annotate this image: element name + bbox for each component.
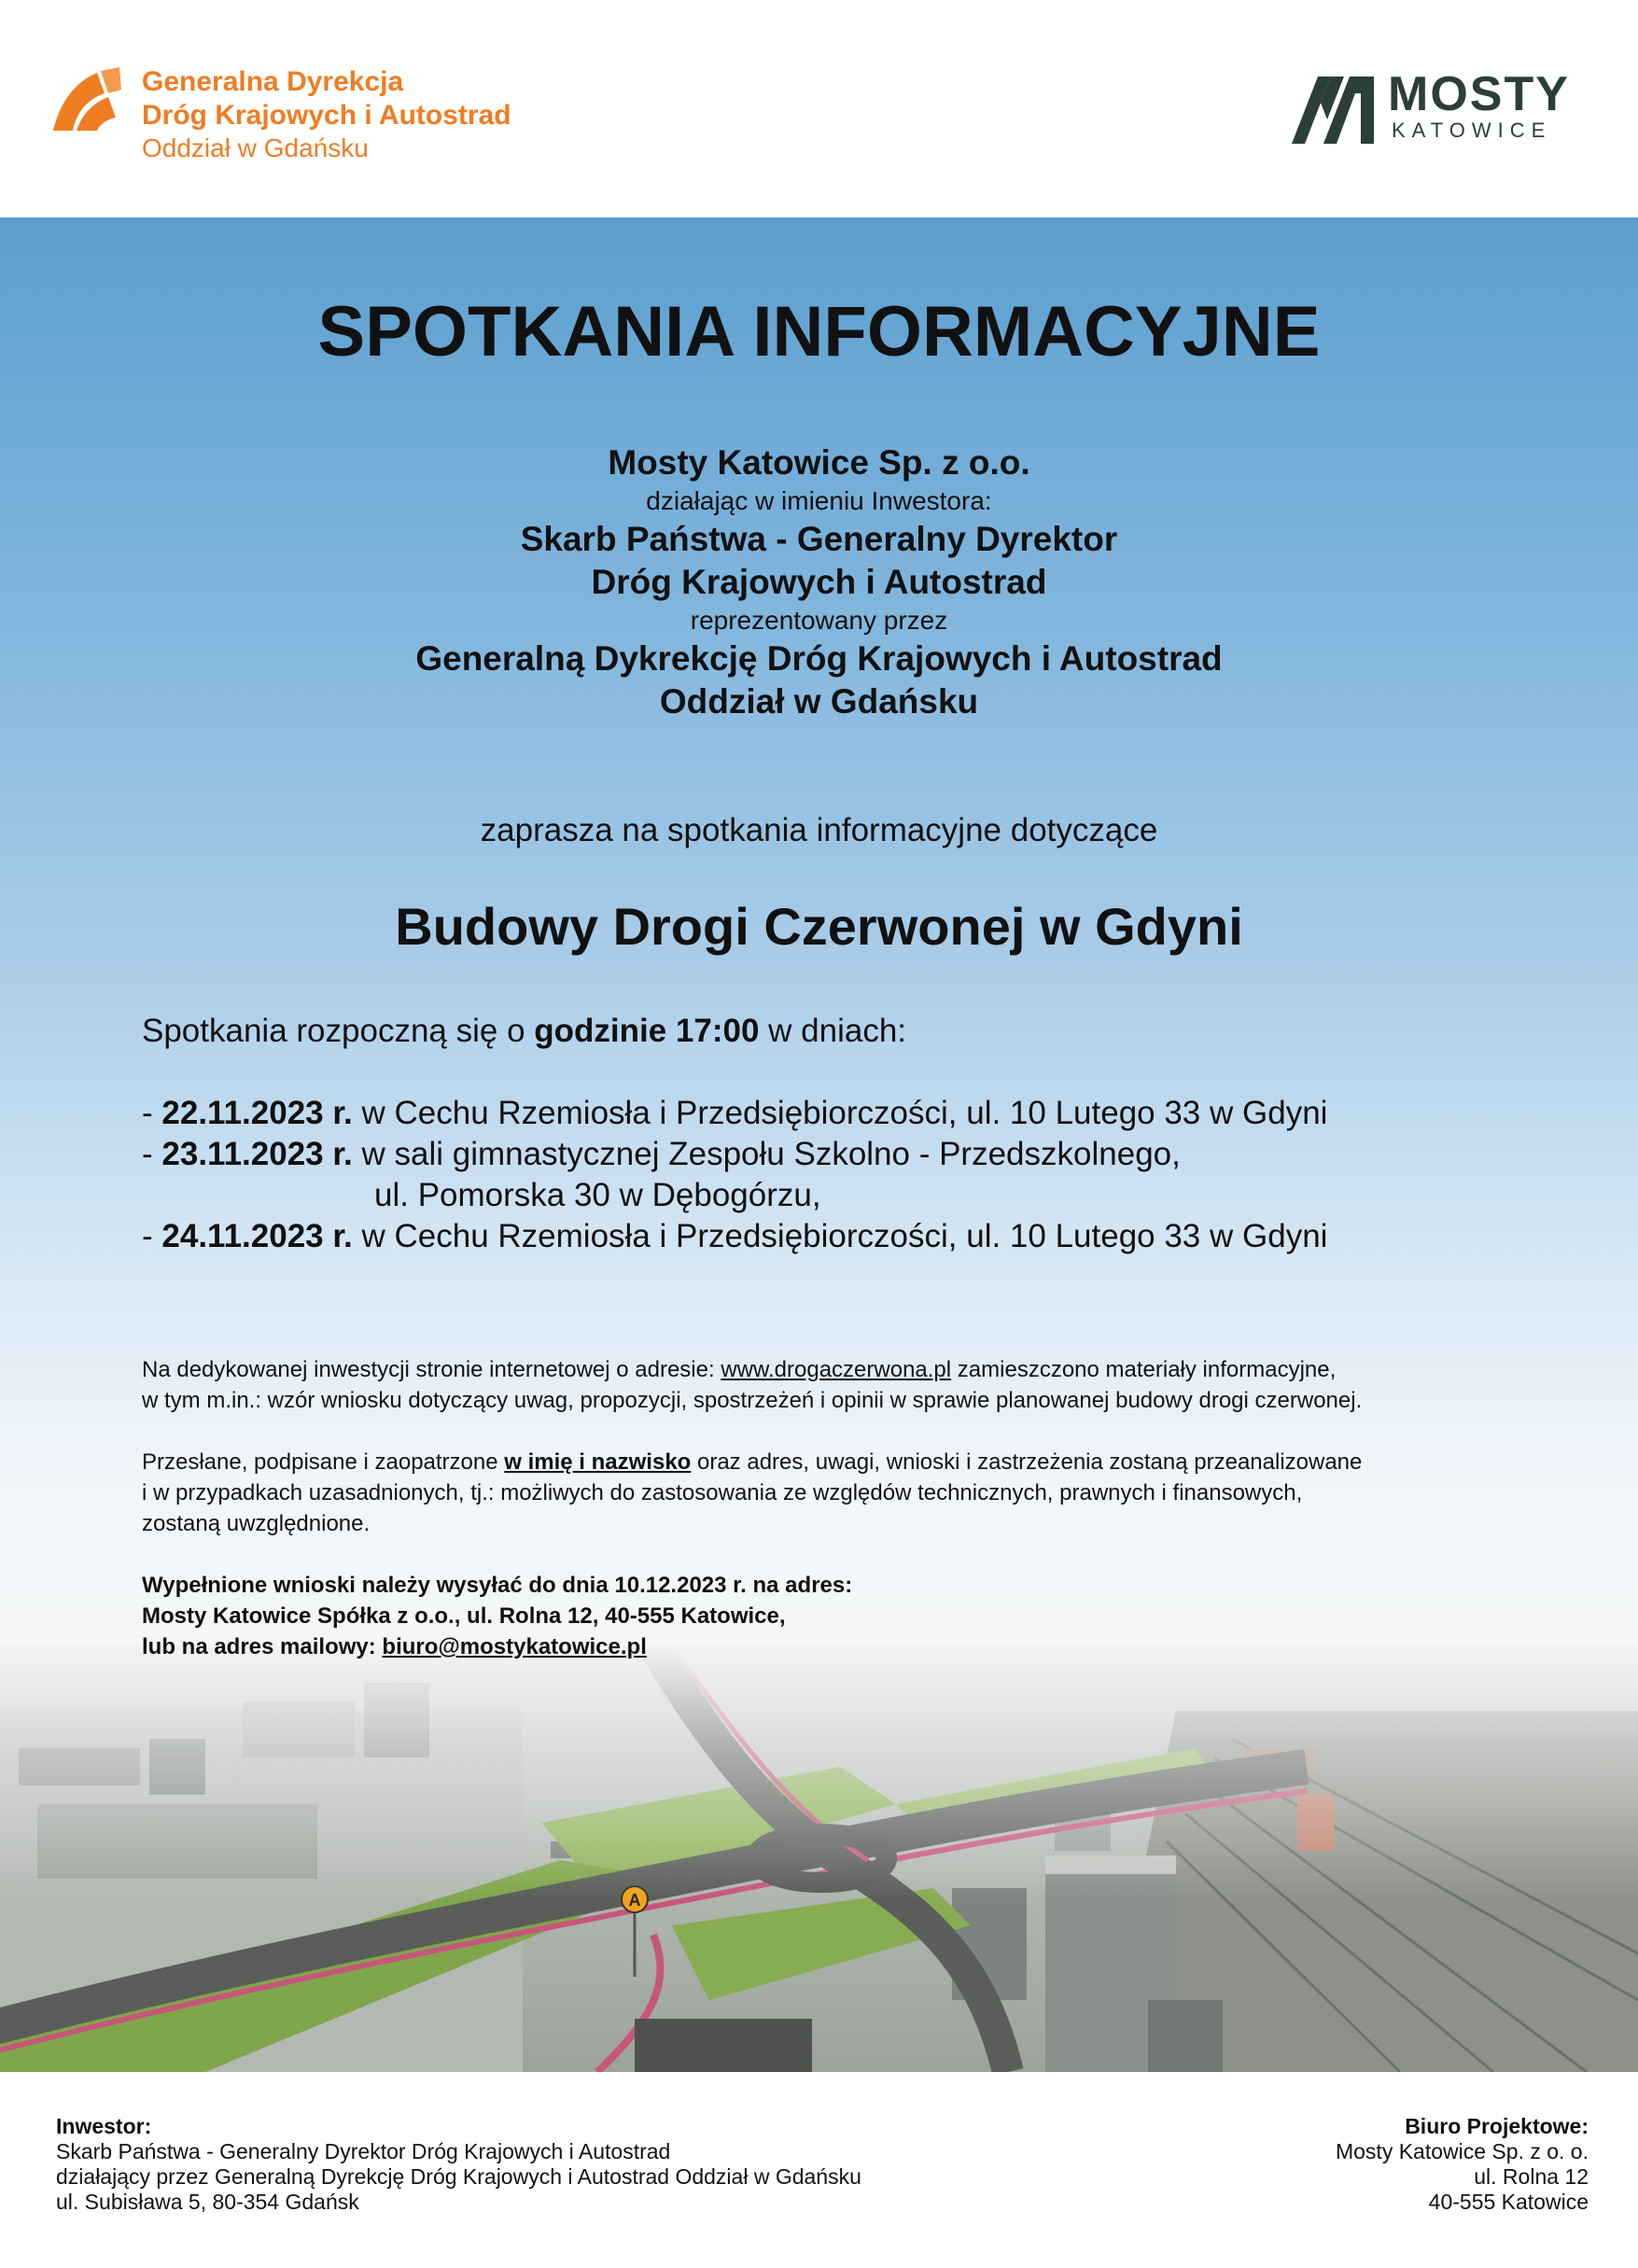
issuer-block bbox=[0, 441, 1638, 723]
issuer-company: Mosty Katowice Sp. z o.o. bbox=[608, 443, 1030, 482]
invitation-text: zaprasza na spotkania informacyjne dotyczące bbox=[480, 812, 1158, 848]
deadline-email-label: lub na adres mailowy: bbox=[142, 1634, 383, 1659]
deadline-line2: Mosty Katowice Spółka z o.o., ul. Rolna 12, 40-555 Katowice, bbox=[142, 1603, 786, 1629]
footer bbox=[0, 2072, 1638, 2268]
gddkia-logo-icon bbox=[49, 65, 123, 134]
footer-investor-line3: ul. Subisława 5, 80-354 Gdańsk bbox=[56, 2190, 359, 2214]
submission-text-line3: zostaną uwzględnione. bbox=[142, 1511, 371, 1536]
website-link[interactable]: www.drogaczerwona.pl bbox=[721, 1357, 952, 1382]
issuer-represented: reprezentowany przez bbox=[690, 606, 948, 635]
meeting-time: godzinie 17:00 bbox=[534, 1013, 760, 1049]
website-text-pre: Na dedykowanej inwestycji stronie internetowej o adresie: bbox=[142, 1357, 721, 1382]
website-text-line2: w tym m.in.: wzór wniosku dotyczący uwag, propozycji, spostrzeżeń i opinii w sprawie planowanej budowy drogi czerwonej. bbox=[142, 1388, 1363, 1413]
meeting-item-1 bbox=[142, 1093, 1495, 1134]
header bbox=[0, 0, 1638, 217]
mosty-line1: MOSTY bbox=[1388, 67, 1570, 121]
mosty-logo-icon bbox=[1290, 75, 1376, 146]
page-title: SPOTKANIA INFORMACYJNE bbox=[317, 292, 1321, 371]
footer-investor-heading: Inwestor: bbox=[56, 2114, 152, 2138]
main-panel bbox=[0, 217, 1638, 2072]
meeting-dash: - bbox=[142, 1095, 162, 1131]
aerial-road-visualization bbox=[0, 1645, 1638, 2072]
meeting-item-2 bbox=[142, 1134, 1495, 1175]
submission-text-pre: Przesłane, podpisane i zaopatrzone bbox=[142, 1449, 505, 1475]
meeting-location: w Cechu Rzemiosła i Przedsiębiorczości, ul. 10 Lutego 33 w Gdyni bbox=[352, 1218, 1328, 1254]
gddkia-line1: Generalna Dyrekcja bbox=[142, 66, 404, 97]
meeting-item-3 bbox=[142, 1216, 1495, 1257]
intro-text-pre: Spotkania rozpoczną się o bbox=[142, 1013, 535, 1049]
footer-office-line3: 40-555 Katowice bbox=[1428, 2190, 1589, 2214]
meeting-location: w sali gimnastycznej Zespołu Szkolno - Przedszkolnego, bbox=[352, 1136, 1181, 1172]
mosty-line2: KATOWICE bbox=[1392, 119, 1552, 142]
footer-office-heading: Biuro Projektowe: bbox=[1405, 2114, 1589, 2138]
info-paragraph-website bbox=[142, 1354, 1523, 1416]
footer-design-office bbox=[1336, 2114, 1589, 2215]
gddkia-wordmark bbox=[142, 65, 511, 164]
representative-line2: Oddział w Gdańsku bbox=[659, 682, 979, 721]
project-title: Budowy Drogi Czerwonej w Gdyni bbox=[395, 897, 1243, 956]
info-section bbox=[142, 1354, 1523, 1693]
meeting-dash: - bbox=[142, 1218, 162, 1254]
footer-investor-line2: działający przez Generalną Dyrekcję Dróg Krajowych i Autostrad Oddział w Gdańsku bbox=[56, 2164, 861, 2189]
investor-line1: Skarb Państwa - Generalny Dyrektor bbox=[520, 520, 1118, 558]
meeting-item-2-address: ul. Pomorska 30 w Dębogórzu, bbox=[374, 1177, 821, 1213]
submission-text-line2: i w przypadkach uzasadnionych, tj.: możliwych do zastosowania ze względów technicznych, prawnych i finansowych, bbox=[142, 1480, 1303, 1505]
footer-office-line2: ul. Rolna 12 bbox=[1474, 2164, 1589, 2189]
meeting-date: 22.11.2023 r. bbox=[161, 1095, 353, 1131]
meeting-date: 24.11.2023 r. bbox=[161, 1218, 353, 1254]
meeting-location: w Cechu Rzemiosła i Przedsiębiorczości, ul. 10 Lutego 33 w Gdyni bbox=[352, 1095, 1328, 1131]
info-paragraph-submission bbox=[142, 1447, 1523, 1539]
intro-text-post: w dniach: bbox=[759, 1013, 907, 1049]
meeting-schedule bbox=[142, 1011, 1495, 1257]
meeting-dash: - bbox=[142, 1136, 162, 1172]
website-text-post: zamieszczono materiały informacyjne, bbox=[951, 1357, 1337, 1382]
submission-emphasis: w imię i nazwisko bbox=[504, 1449, 692, 1475]
mosty-wordmark bbox=[1388, 69, 1570, 142]
deadline-line1: Wypełnione wnioski należy wysyłać do dnia 10.12.2023 r. na adres: bbox=[142, 1573, 853, 1598]
email-link[interactable]: biuro@mostykatowice.pl bbox=[382, 1634, 647, 1659]
footer-office-line1: Mosty Katowice Sp. z o. o. bbox=[1335, 2139, 1589, 2163]
footer-investor-line1: Skarb Państwa - Generalny Dyrektor Dróg Krajowych i Autostrad bbox=[56, 2139, 671, 2163]
footer-investor bbox=[56, 2114, 861, 2215]
info-paragraph-deadline bbox=[142, 1570, 1523, 1662]
gddkia-line3: Oddział w Gdańsku bbox=[142, 133, 369, 162]
investor-line2: Dróg Krajowych i Autostrad bbox=[591, 563, 1047, 601]
schedule-intro bbox=[142, 1011, 1495, 1052]
meeting-date: 23.11.2023 r. bbox=[161, 1136, 353, 1172]
issuer-acting: działając w imieniu Inwestora: bbox=[646, 486, 992, 515]
gddkia-line2: Dróg Krajowych i Autostrad bbox=[142, 100, 511, 131]
submission-text-post: oraz adres, uwagi, wnioski i zastrzeżenia zostaną przeanalizowane bbox=[691, 1449, 1363, 1475]
representative-line1: Generalną Dykrekcję Dróg Krajowych i Autostrad bbox=[415, 639, 1223, 678]
